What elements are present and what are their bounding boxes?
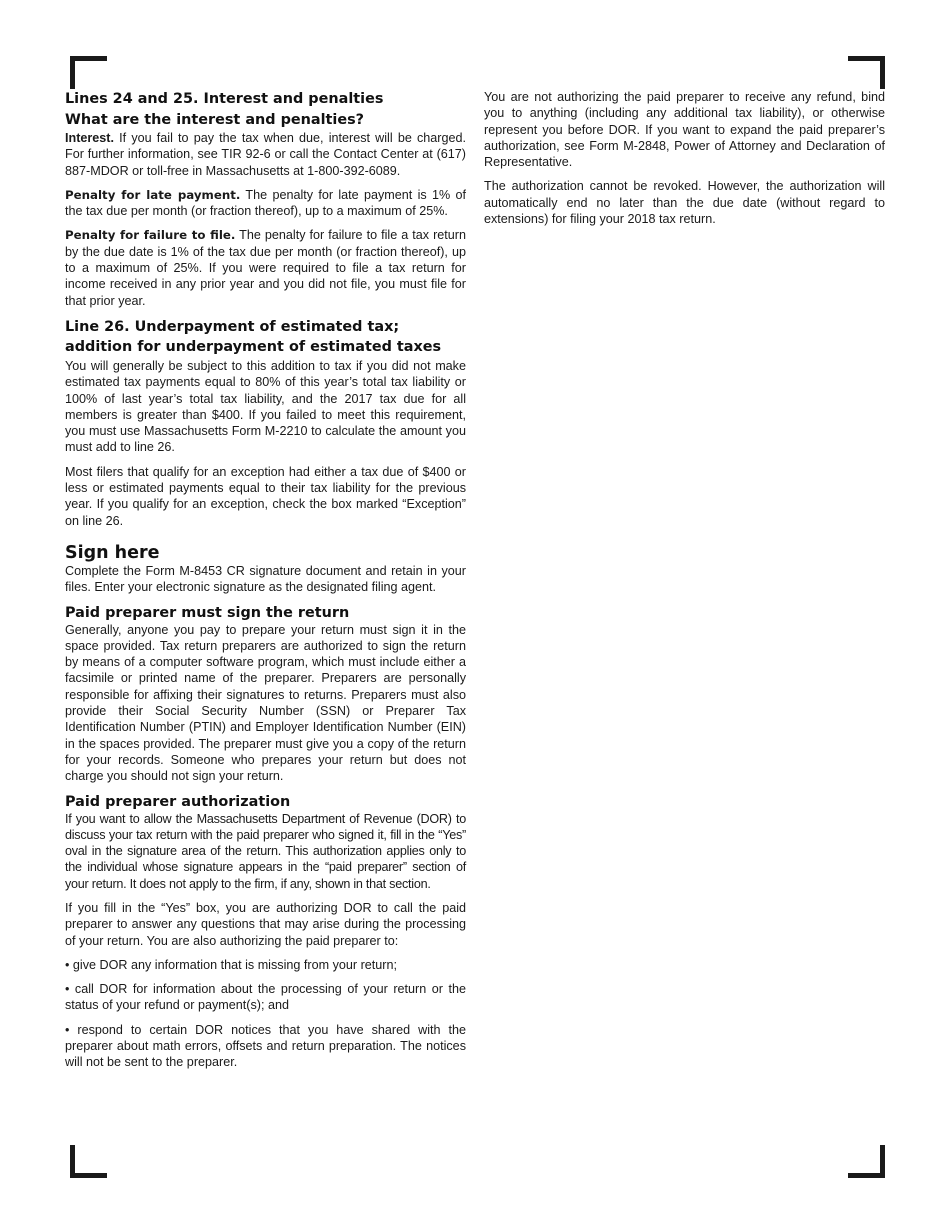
preparer-sign-section bbox=[65, 604, 466, 785]
preparer-authorization-paragraph-1: If you want to allow the Massachusetts Department of Revenue (DOR) to discuss your tax return with the paid preparer who signed it, fill in the “Yes” oval in the signature area of the return. This authorization applies only to the individual whose signature appears in the “paid preparer” section of your return. It does not apply to the firm, if any, shown in that section. bbox=[65, 811, 466, 891]
sign-here-text: Complete the Form M-8453 CR signature document and retain in your files. Enter your electronic signature as the designated filing agent. bbox=[65, 563, 466, 595]
bullet-item: • respond to certain DOR notices that you have shared with the preparer about math errors, offsets and return preparation. The notices will not be sent to the preparer. bbox=[65, 1022, 466, 1070]
interest-paragraph bbox=[65, 130, 466, 179]
preparer-authorization-section bbox=[65, 793, 466, 1071]
late-payment-text: The penalty for late payment is 1% of the tax due per month (or fraction thereof), up to a maximum of 25%. bbox=[65, 187, 466, 219]
crop-mark-bottom-left bbox=[70, 1145, 107, 1178]
interest-penalties-section bbox=[65, 89, 466, 309]
underpayment-paragraph-2: Most filers that qualify for an exception had either a tax due of $400 or less or estimated payments equal to their tax liability for the previous year. If you qualify for an exception, check the box marked “Exception” on line 26. bbox=[65, 464, 466, 528]
failure-to-file-label: Penalty for failure to file. bbox=[65, 228, 236, 243]
right-paragraph-1: You are not authorizing the paid preparer to receive any refund, bind you to anything (including any additional tax liability), or otherwise represent you before DOR. If you want to expand the paid preparer’s authorization, see Form M-2848, Power of Attorney and Declaration of Representative. bbox=[484, 90, 885, 170]
underpayment-paragraph-1: You will generally be subject to this addition to tax if you did not make estimated tax payments equal to 80% of this year’s total tax liability or 100% of last year’s total tax liability, and the 2017 tax due for all members is greater than $400. If you failed to meet this requirement, you must use Massachusetts Form M-2210 to calculate the amount you must add to line 26. bbox=[65, 358, 466, 455]
bullet-item: • give DOR any information that is missing from your return; bbox=[65, 957, 397, 972]
late-payment-paragraph bbox=[65, 187, 466, 220]
interest-label: Interest. bbox=[65, 131, 114, 145]
underpayment-heading-2: addition for underpayment of estimated taxes bbox=[65, 339, 442, 356]
sign-here-section bbox=[65, 543, 466, 596]
sign-here-heading: Sign here bbox=[65, 542, 160, 563]
failure-to-file-text: The penalty for failure to file a tax return by the due date is 1% of the tax due per month (or fraction thereof), up to a maximum of 25%. If you were required to file a tax return for income received in any prior year and you did not file, you must file for that prior year. bbox=[65, 228, 466, 308]
bullet-item: • call DOR for information about the processing of your return or the status of your refund or payment(s); and bbox=[65, 982, 466, 1013]
preparer-authorization-paragraph-2: If you fill in the “Yes” box, you are authorizing DOR to call the paid preparer to answer any questions that may arise during the processing of your return. You are also authorizing the paid preparer to: bbox=[65, 900, 466, 948]
interest-heading-2: What are the interest and penalties? bbox=[65, 111, 365, 128]
preparer-sign-heading: Paid preparer must sign the return bbox=[65, 604, 350, 621]
preparer-sign-text: Generally, anyone you pay to prepare your return must sign it in the space provided. Tax return preparers are authorized to sign the return by means of a computer software program, which must include either a facsimile or printed name of the preparer. Preparers are personally responsible for affixing their signatures to returns. Preparers must also provide their Social Security Number (SSN) or Preparer Tax Identification Number (PTIN) and Employer Identification Number (EIN) in the spaces provided. The preparer must give you a copy of the return for your records. Someone who prepares your return but does not charge you should not sign your return. bbox=[65, 622, 466, 784]
preparer-authorization-heading: Paid preparer authorization bbox=[65, 793, 291, 810]
underpayment-heading-1: Line 26. Underpayment of estimated tax; bbox=[65, 318, 400, 335]
right-paragraph-2: The authorization cannot be revoked. However, the authorization will automatically end no later than the due date (without regard to extensions) for filing your 2018 tax return. bbox=[484, 179, 885, 227]
crop-mark-top-left bbox=[70, 56, 107, 89]
underpayment-section bbox=[65, 317, 466, 529]
interest-heading-1: Lines 24 and 25. Interest and penalties bbox=[65, 91, 384, 107]
right-column bbox=[484, 89, 885, 235]
crop-mark-bottom-right bbox=[848, 1145, 885, 1178]
interest-text: If you fail to pay the tax when due, interest will be charged. For further information, see TIR 92-6 or call the Contact Center at (617) 887-MDOR or toll-free in Massachusetts at 1-800-392-6089. bbox=[65, 131, 466, 178]
failure-to-file-paragraph bbox=[65, 227, 466, 308]
crop-mark-top-right bbox=[848, 56, 885, 89]
late-payment-label: Penalty for late payment. bbox=[65, 187, 241, 202]
left-column bbox=[65, 89, 466, 1079]
